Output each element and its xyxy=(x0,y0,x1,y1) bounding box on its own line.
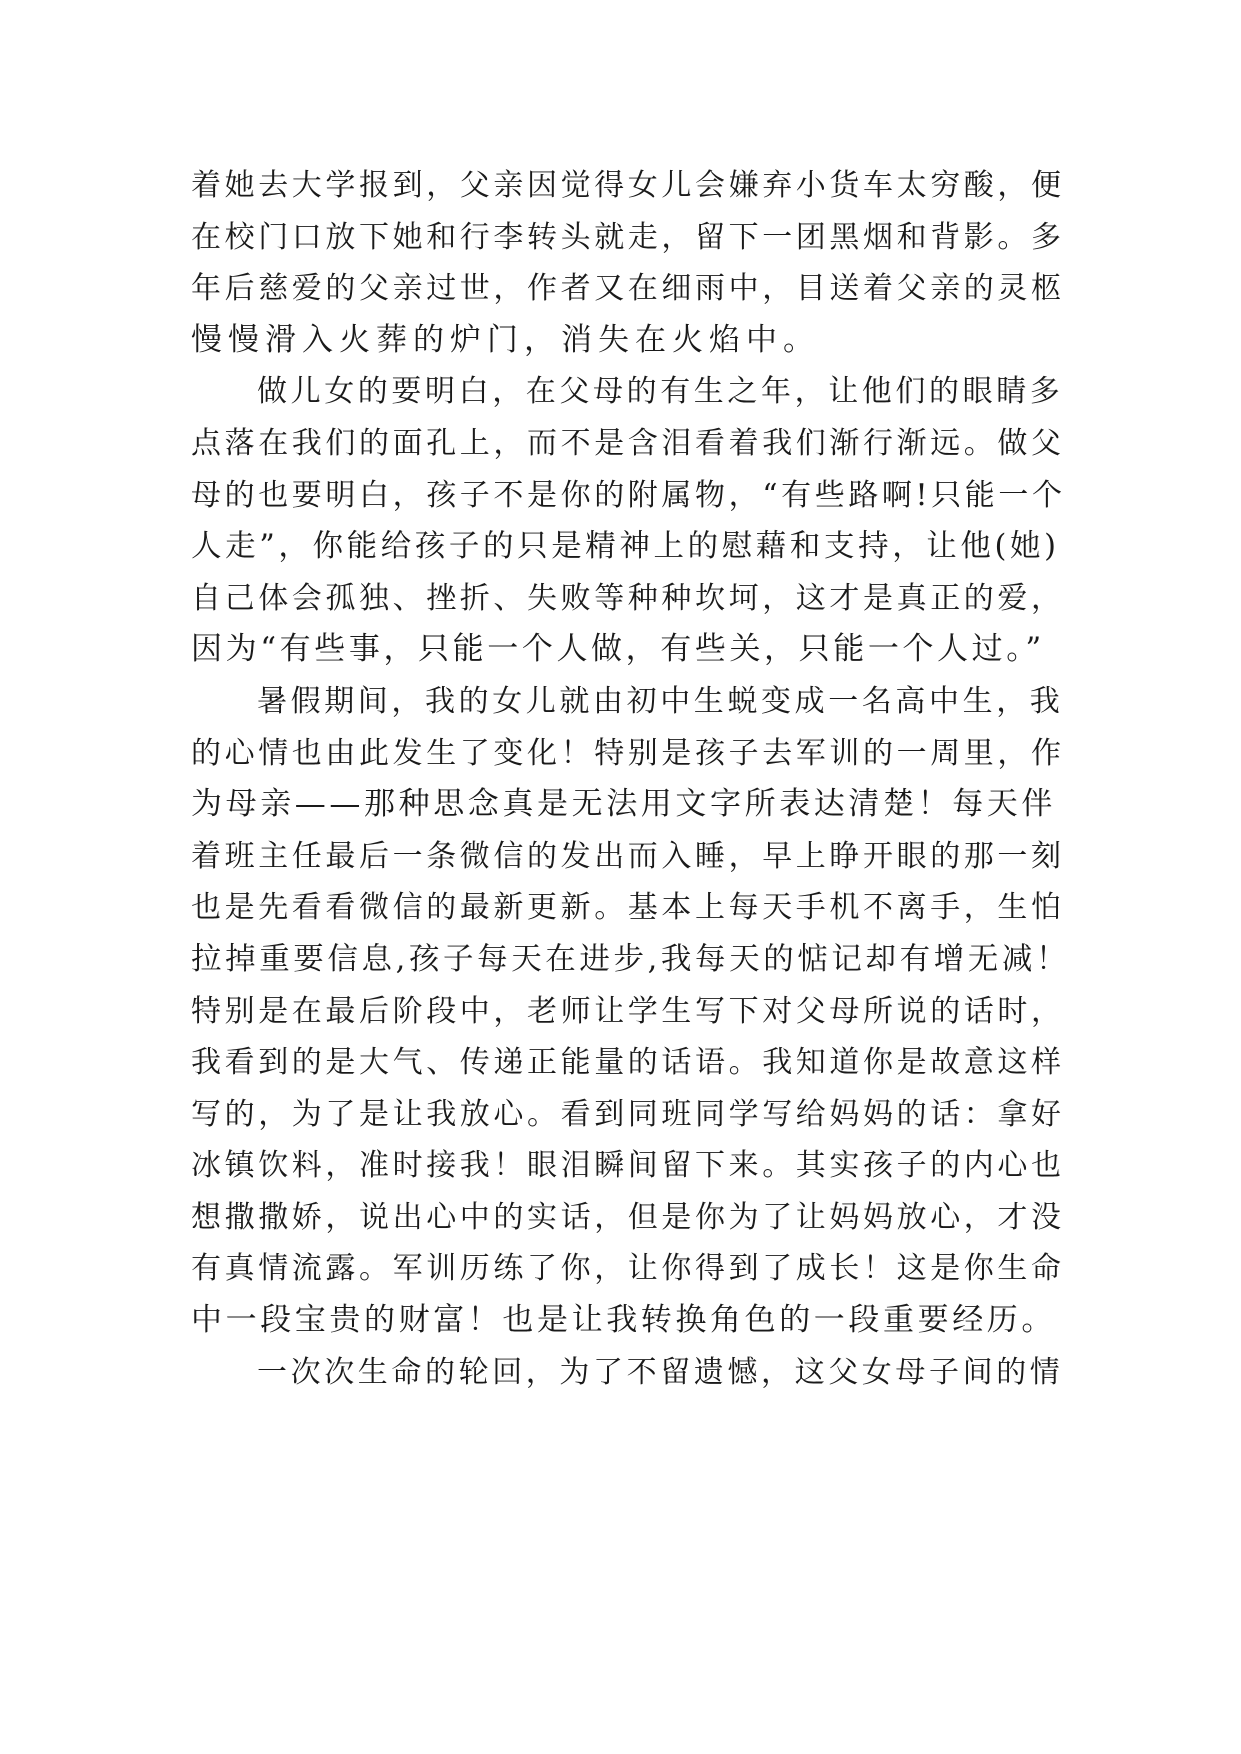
text-line: 做儿女的要明白，在父母的有生之年，让他们的眼睛多 xyxy=(257,374,1064,410)
text-line: 为母亲——那种思念真是无法用文字所表达清楚！每天伴 xyxy=(191,786,1056,823)
text-line: 有真情流露。军训历练了你，让你得到了成长！这是你生命 xyxy=(191,1251,1065,1287)
text-line: 拉掉重要信息,孩子每天在进步,我每天的惦记却有增无减！ xyxy=(191,941,1071,977)
text-line: 点落在我们的面孔上，而不是含泪看着我们渐行渐远。做父 xyxy=(191,425,1065,461)
body-text xyxy=(191,160,1071,1398)
text-line: 中一段宝贵的财富！也是让我转换角色的一段重要经历。 xyxy=(191,1302,1056,1339)
text-line: 人走”，你能给孩子的只是精神上的慰藉和支持，让他(她) xyxy=(191,529,1060,565)
text-line: 想撒撒娇，说出心中的实话，但是你为了让妈妈放心，才没 xyxy=(191,1199,1065,1235)
text-line: 写的，为了是让我放心。看到同班同学写给妈妈的话：拿好 xyxy=(191,1096,1065,1132)
text-line: 自己体会孤独、挫折、失败等种种坎坷，这才是真正的爱， xyxy=(191,580,1065,616)
text-line: 一次次生命的轮回，为了不留遗憾，这父女母子间的情 xyxy=(257,1354,1064,1390)
text-line: 在校门口放下她和行李转头就走，留下一团黑烟和背影。多 xyxy=(191,219,1065,255)
text-line: 慢慢滑入火葬的炉门，消失在火焰中。 xyxy=(191,321,820,358)
text-line: 着班主任最后一条微信的发出而入睡，早上睁开眼的那一刻 xyxy=(191,838,1065,874)
text-line: 的心情也由此发生了变化！特别是孩子去军训的一周里，作 xyxy=(191,735,1065,771)
text-line: 冰镇饮料，准时接我！眼泪瞬间留下来。其实孩子的内心也 xyxy=(191,1148,1065,1184)
text-line: 特别是在最后阶段中，老师让学生写下对父母所说的话时， xyxy=(191,993,1065,1029)
text-line: 着她去大学报到，父亲因觉得女儿会嫌弃小货车太穷酸，便 xyxy=(191,168,1065,203)
text-line: 我看到的是大气、传递正能量的话语。我知道你是故意这样 xyxy=(191,1045,1065,1081)
text-line: 暑假期间，我的女儿就由初中生蜕变成一名高中生，我 xyxy=(257,683,1064,719)
text-line: 因为“有些事，只能一个人做，有些关，只能一个人过。” xyxy=(191,631,1045,668)
text-line: 也是先看看微信的最新更新。基本上每天手机不离手，生怕 xyxy=(191,890,1065,926)
text-line: 年后慈爱的父亲过世，作者又在细雨中，目送着父亲的灵柩 xyxy=(191,271,1065,307)
text-line: 母的也要明白，孩子不是你的附属物，“有些路啊!只能一个 xyxy=(191,477,1066,513)
